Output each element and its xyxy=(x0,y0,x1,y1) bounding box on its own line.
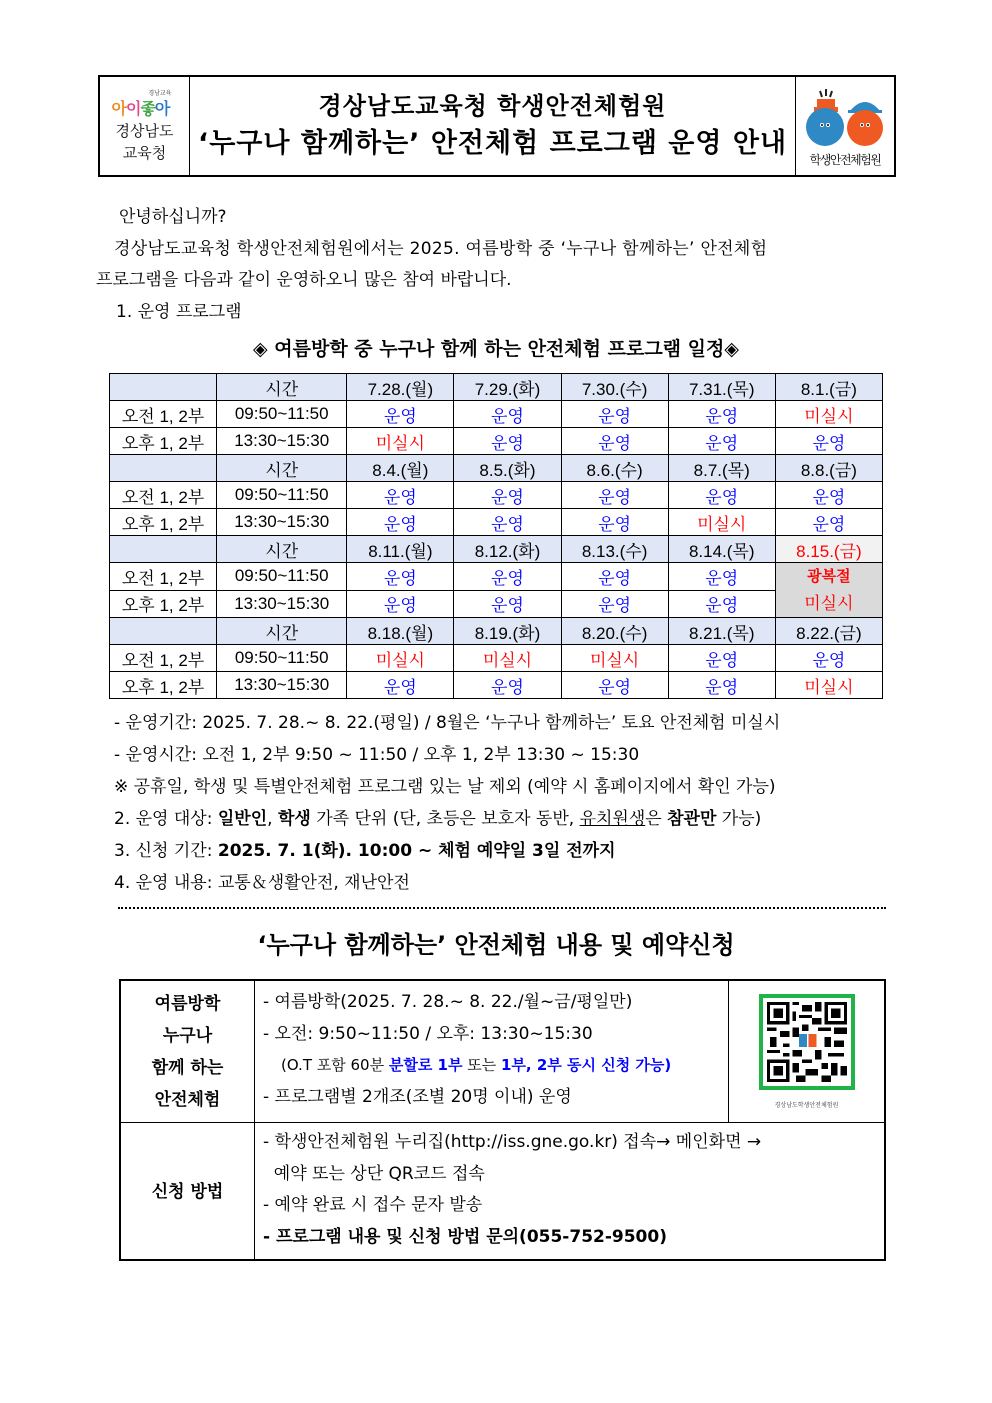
status-cell: 운영 xyxy=(668,428,775,455)
apply-website-cont: 예약 또는 상단 QR코드 접속 xyxy=(263,1163,485,1184)
session-time: 09:50~11:50 xyxy=(217,645,347,672)
session-label: 오전 1, 2부 xyxy=(110,563,217,591)
status-cell: 운영 xyxy=(561,428,668,455)
status-cell: 운영 xyxy=(347,563,454,591)
date-header: 8.18.(월) xyxy=(347,618,454,645)
date-header: 7.31.(목) xyxy=(668,374,775,401)
status-cell: 운영 xyxy=(668,645,775,672)
target-sep: , xyxy=(267,809,278,829)
date-header: 8.21.(목) xyxy=(668,618,775,645)
date-header: 8.20.(수) xyxy=(561,618,668,645)
holiday-date-header: 8.15.(금) xyxy=(775,536,882,563)
apply-contact: - 프로그램 내용 및 신청 방법 문의(055-752-9500) xyxy=(263,1226,667,1247)
greeting: 안녕하십니까? xyxy=(119,207,227,227)
date-header: 7.29.(화) xyxy=(454,374,561,401)
status-cell: 운영 xyxy=(454,509,561,536)
target-student: 학생 xyxy=(277,809,311,829)
blank-header-cell xyxy=(110,618,217,645)
note-period: - 운영기간: 2025. 7. 28.~ 8. 22.(평일) / 8월은 ‘누구나 함께하는’ 토요 안전체험 미실시 xyxy=(114,713,781,733)
status-cell: 운영 xyxy=(668,482,775,509)
status-cell: 미실시 xyxy=(668,509,775,536)
date-header: 8.5.(화) xyxy=(454,455,561,482)
table-header-row xyxy=(110,536,883,563)
date-header: 8.6.(수) xyxy=(561,455,668,482)
session-label: 오전 1, 2부 xyxy=(110,645,217,672)
holiday-name: 광복절 xyxy=(807,568,851,585)
status-cell: 운영 xyxy=(668,672,775,699)
status-cell: 운영 xyxy=(668,563,775,591)
date-header: 8.7.(목) xyxy=(668,455,775,482)
status-cell: 운영 xyxy=(347,401,454,428)
date-header: 8.4.(월) xyxy=(347,455,454,482)
holiday-status: 미실시 xyxy=(804,594,854,613)
date-header: 8.8.(금) xyxy=(775,455,882,482)
target-suffix: 가능) xyxy=(716,809,762,829)
table-row xyxy=(110,401,883,428)
time-header: 시간 xyxy=(217,455,347,482)
status-cell: 운영 xyxy=(775,428,882,455)
target-kindergarten: 유치원생 xyxy=(579,809,646,829)
apply-method-label: 신청 방법 xyxy=(121,1123,255,1261)
status-cell: 운영 xyxy=(347,482,454,509)
status-cell: 운영 xyxy=(668,401,775,428)
status-cell: 운영 xyxy=(454,563,561,591)
date-header: 8.19.(화) xyxy=(454,618,561,645)
info-table xyxy=(119,979,886,1261)
info-row-apply xyxy=(121,1123,884,1261)
session-time: 13:30~15:30 xyxy=(217,428,347,455)
note-target xyxy=(114,804,761,829)
status-cell: 운영 xyxy=(775,482,882,509)
apply-website: - 학생안전체험원 누리집(http://iss.gne.go.kr) 접속→ 메인화면 → xyxy=(263,1132,762,1152)
table-row xyxy=(110,645,883,672)
status-cell: 미실시 xyxy=(347,428,454,455)
status-cell: 미실시 xyxy=(775,401,882,428)
program-content xyxy=(255,981,728,1122)
time-header: 시간 xyxy=(217,536,347,563)
program-period: - 여름방학(2025. 7. 28.~ 8. 22./월~금/평일만) xyxy=(263,992,633,1012)
intro-line1: 경상남도교육청 학생안전체험원에서는 2025. 여름방학 중 ‘누구나 함께하는’ 안전체험 xyxy=(114,239,768,259)
status-cell: 운영 xyxy=(561,401,668,428)
status-cell: 미실시 xyxy=(775,672,882,699)
date-header: 8.22.(금) xyxy=(775,618,882,645)
status-cell: 운영 xyxy=(561,482,668,509)
session-time: 13:30~15:30 xyxy=(217,672,347,699)
title-cell xyxy=(190,77,796,175)
table-header-row xyxy=(110,618,883,645)
label-line: 누구나 xyxy=(162,1025,213,1046)
blank-header-cell xyxy=(110,374,217,401)
qr-caption: 경상남도학생안전체험원 xyxy=(774,1102,839,1109)
program-label xyxy=(121,981,255,1122)
safety-center-logo-caption: 학생안전체험원 xyxy=(809,152,881,167)
target-mid: 가족 단위 (단, 초등은 보호자 동반, xyxy=(310,809,580,829)
status-cell: 운영 xyxy=(454,590,561,618)
target-general: 일반인 xyxy=(217,809,268,829)
apply-method-content xyxy=(255,1123,884,1261)
date-header: 7.30.(수) xyxy=(561,374,668,401)
note-exclusion: ※ 공휴일, 학생 및 특별안전체험 프로그램 있는 날 제외 (예약 시 홈페이지에서 확인 가능) xyxy=(114,777,776,797)
program-session-note xyxy=(263,1050,728,1082)
session-label: 오후 1, 2부 xyxy=(110,672,217,699)
target-observe-only: 참관만 xyxy=(667,809,717,829)
status-cell: 미실시 xyxy=(454,645,561,672)
status-cell: 운영 xyxy=(561,509,668,536)
status-cell: 미실시 xyxy=(561,645,668,672)
table-header-row xyxy=(110,455,883,482)
page-title-line2: ‘누구나 함께하는’ 안전체험 프로그램 운영 안내 xyxy=(197,128,788,159)
session-label: 오후 1, 2부 xyxy=(110,590,217,618)
apply-sms: - 예약 완료 시 접수 문자 발송 xyxy=(263,1195,483,1215)
date-header: 8.12.(화) xyxy=(454,536,561,563)
table-row xyxy=(110,428,883,455)
session-note-or: 또는 xyxy=(462,1056,501,1074)
date-header: 8.1.(금) xyxy=(775,374,882,401)
safety-center-logo-cell xyxy=(796,77,894,175)
date-header: 7.28.(월) xyxy=(347,374,454,401)
session-label: 오전 1, 2부 xyxy=(110,482,217,509)
page-title-line1: 경상남도교육청 학생안전체험원 xyxy=(318,92,667,120)
info-row-program xyxy=(121,981,884,1123)
qr-cell xyxy=(728,981,884,1122)
document-header xyxy=(98,75,896,177)
time-header: 시간 xyxy=(217,618,347,645)
session-note-split: 분할로 1부 xyxy=(388,1056,463,1074)
time-header: 시간 xyxy=(217,374,347,401)
schedule-table xyxy=(109,373,883,699)
note-content: 4. 운영 내용: 교통＆생활안전, 재난안전 xyxy=(114,873,410,893)
status-cell: 운영 xyxy=(775,509,882,536)
office-name-line2: 교육청 xyxy=(122,144,167,162)
program-groups: - 프로그램별 2개조(조별 20명 이내) 운영 xyxy=(263,1086,572,1107)
session-label: 오후 1, 2부 xyxy=(110,509,217,536)
table-row xyxy=(110,563,883,591)
target-mid2: 은 xyxy=(645,809,668,829)
apply-period: 2025. 7. 1(화). 10:00 ~ 체험 예약일 3일 전까지 xyxy=(217,841,616,861)
session-time: 09:50~11:50 xyxy=(217,401,347,428)
status-cell: 운영 xyxy=(668,590,775,618)
table-header-row xyxy=(110,374,883,401)
table-row xyxy=(110,590,883,618)
session-time: 09:50~11:50 xyxy=(217,482,347,509)
dotted-divider xyxy=(118,907,886,909)
intro-line2: 프로그램을 다음과 같이 운영하오니 많은 참여 바랍니다. xyxy=(96,270,512,290)
schedule-title: ◈ 여름방학 중 누구나 함께 하는 안전체험 프로그램 일정◈ xyxy=(253,338,739,360)
status-cell: 운영 xyxy=(454,428,561,455)
note-apply xyxy=(114,836,616,861)
session-label: 오후 1, 2부 xyxy=(110,428,217,455)
label-line: 안전체험 xyxy=(154,1089,221,1110)
session-note-prefix: (O.T 포함 60분 xyxy=(281,1056,389,1074)
status-cell: 운영 xyxy=(561,563,668,591)
status-cell: 운영 xyxy=(775,645,882,672)
session-time: 09:50~11:50 xyxy=(217,563,347,591)
status-cell: 운영 xyxy=(454,482,561,509)
status-cell: 운영 xyxy=(347,590,454,618)
blank-header-cell xyxy=(110,455,217,482)
label-line: 함께 하는 xyxy=(151,1057,224,1078)
date-header: 8.14.(목) xyxy=(668,536,775,563)
date-header: 8.11.(월) xyxy=(347,536,454,563)
label-line: 여름방학 xyxy=(154,993,221,1014)
table-row xyxy=(110,509,883,536)
status-cell: 운영 xyxy=(454,672,561,699)
session-time: 13:30~15:30 xyxy=(217,509,347,536)
program-hours: - 오전: 9:50~11:50 / 오후: 13:30~15:30 xyxy=(263,1023,593,1044)
logo-brand: 아이좋아 xyxy=(111,99,170,118)
section2-title: ‘누구나 함께하는’ 안전체험 내용 및 예약신청 xyxy=(257,931,735,959)
session-time: 13:30~15:30 xyxy=(217,590,347,618)
status-cell: 운영 xyxy=(561,590,668,618)
session-note-both: 1부, 2부 동시 신청 가능) xyxy=(501,1056,672,1074)
target-prefix: 2. 운영 대상: xyxy=(114,809,218,829)
status-cell: 운영 xyxy=(561,672,668,699)
gyeongnam-education-logo-icon xyxy=(110,88,180,118)
section1-heading: 1. 운영 프로그램 xyxy=(116,302,242,322)
holiday-cell xyxy=(775,563,882,618)
table-row xyxy=(110,672,883,699)
qr-code-icon[interactable] xyxy=(759,994,855,1090)
note-hours: - 운영시간: 오전 1, 2부 9:50 ~ 11:50 / 오후 1, 2부 13:30 ~ 15:30 xyxy=(114,745,640,765)
office-name-line1: 경상남도 xyxy=(115,122,174,140)
office-logo-cell xyxy=(100,77,190,175)
status-cell: 운영 xyxy=(347,509,454,536)
blank-header-cell xyxy=(110,536,217,563)
apply-prefix: 3. 신청 기간: xyxy=(114,841,218,861)
status-cell: 미실시 xyxy=(347,645,454,672)
session-label: 오전 1, 2부 xyxy=(110,401,217,428)
status-cell: 운영 xyxy=(347,672,454,699)
logo-small-text: 경남교육 xyxy=(148,90,172,97)
status-cell: 운영 xyxy=(454,401,561,428)
mascot-icon xyxy=(803,89,887,147)
table-row xyxy=(110,482,883,509)
date-header: 8.13.(수) xyxy=(561,536,668,563)
